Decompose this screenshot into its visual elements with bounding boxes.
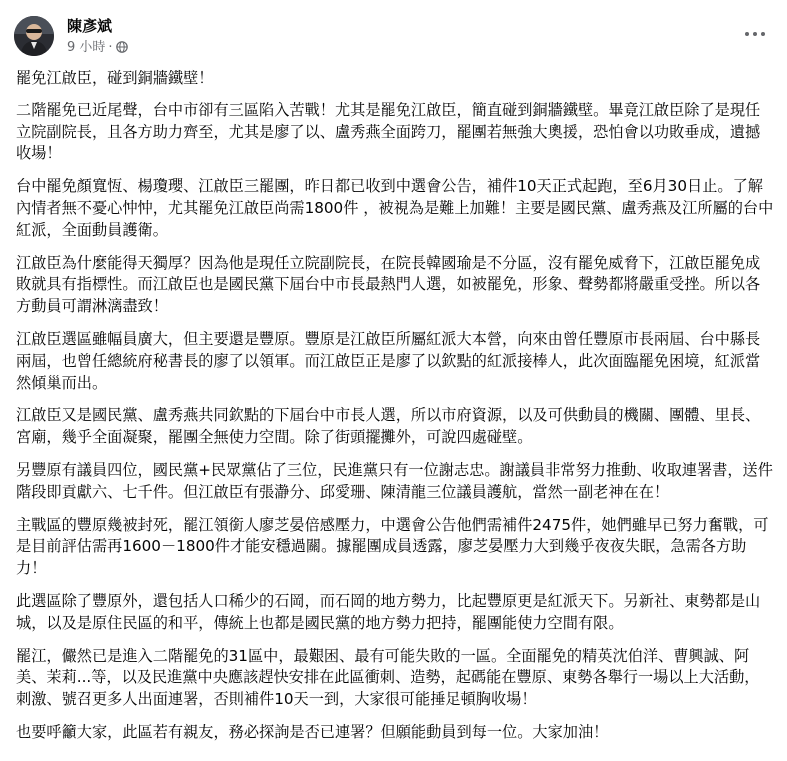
more-horizontal-icon-dot <box>753 32 757 36</box>
more-horizontal-icon-dot <box>761 32 765 36</box>
avatar[interactable] <box>14 16 54 56</box>
separator-dot: · <box>108 39 113 55</box>
post-paragraph: 二階罷免已近尾聲，台中市卻有三區陷入苦戰！尤其是罷免江啟臣，簡直碰到銅牆鐵壁。畢竟江啟臣除了是現任立院副院長，且各方助力齊至，尤其是廖了以、盧秀燕全面跨刀，罷團若無強大奧援，恐怕會以功敗垂成，遺撼收場！ <box>16 100 761 163</box>
post-timestamp[interactable]: 9 小時 <box>67 39 106 55</box>
post-paragraph: 江啟臣選區雖幅員廣大，但主要還是豐原。豐原是江啟臣所屬紅派大本營，向來由曾任豐原市長兩屆、台中縣長兩屆，也曾任總統府秘書長的廖了以領軍。而江啟臣正是廖了以欽點的紅派接棒人，此次面臨罷免困境，紅派當然傾巢而出。 <box>16 329 761 392</box>
post-paragraph: 另豐原有議員四位，國民黨+民眾黨佔了三位，民進黨只有一位謝志忠。謝議員非常努力推動、收取連署書，送件階段即貢獻六、七千件。但江啟臣有張瀞分、邱愛珊、陳清龍三位議員護航，當然一副老神在在！ <box>16 460 773 501</box>
post-header <box>14 12 128 60</box>
post-paragraph: 也要呼籲大家，此區若有親友，務必探詢是否已連署？但願能動員到每一位。大家加油！ <box>16 722 609 741</box>
post-paragraph: 罷免江啟臣，碰到銅牆鐵壁！ <box>16 69 214 87</box>
post-paragraph: 此選區除了豐原外，還包括人口稀少的石岡，而石岡的地方勢力，比起豐原更是紅派天下。另新社、東勢都是山城，以及是原住民區的和平，傳統上也都是國民黨的地方勢力把持，罷團能使力空間有限。 <box>16 591 761 632</box>
post-body <box>16 68 774 755</box>
more-options-button[interactable] <box>737 22 773 46</box>
author-name[interactable]: 陳彥斌 <box>67 16 113 35</box>
post-paragraph: 台中罷免顏寬恆、楊瓊瓔、江啟臣三罷團，昨日都已收到中選會公告，補件10天正式起跑，至6月30日止。了解內情者無不憂心忡忡，尤其罷免江啟臣尚需1800件 ，被視為是難上加難！主要是國民黨、盧秀燕及江所屬的台中紅派，全面動員護衛。 <box>16 177 774 239</box>
avatar-image <box>14 16 54 56</box>
post-subline <box>67 39 128 56</box>
post-paragraph: 罷江，儼然已是進入二階罷免的31區中，最艱困、最有可能失敗的一區。全面罷免的精英沈伯洋、曹興誠、阿美、茉莉...等，以及民進黨中央應該趕快安排在此區衝刺、造勢，起碼能在豐原、東勢各舉行一場以上大活動，刺激、號召更多人出面連署，否則補件10天一到，大家很可能捶足頓胸收場！ <box>16 646 760 709</box>
post-paragraph: 江啟臣為什麼能得天獨厚？因為他是現任立院副院長，在院長韓國瑜是不分區，沒有罷免威脅下，江啟臣罷免成敗就具有指標性。而江啟臣也是國民黨下屆台中市長最熱門人選，如被罷免，形象、聲勢都將嚴重受挫。所以各方動員可謂淋漓盡致！ <box>16 253 761 316</box>
post-paragraph: 主戰區的豐原幾被封死，罷江領銜人廖芝晏倍感壓力，中選會公告他們需補件2475件，她們雖早已努力奮戰，可是目前評估需再1600－1800件才能安穩過關。據罷團成員透露，廖芝晏壓力大到幾乎夜夜失眠，急需各方助力！ <box>16 515 769 578</box>
post-meta <box>67 17 128 56</box>
post-paragraph: 江啟臣又是國民黨、盧秀燕共同欽點的下屆台中市長人選，所以市府資源，以及可供動員的機關、團體、里長、宮廟，幾乎全面凝聚，罷團全無使力空間。除了街頭擺攤外，可說四處碰壁。 <box>16 406 761 447</box>
globe-icon <box>116 41 128 53</box>
more-horizontal-icon <box>745 32 749 36</box>
